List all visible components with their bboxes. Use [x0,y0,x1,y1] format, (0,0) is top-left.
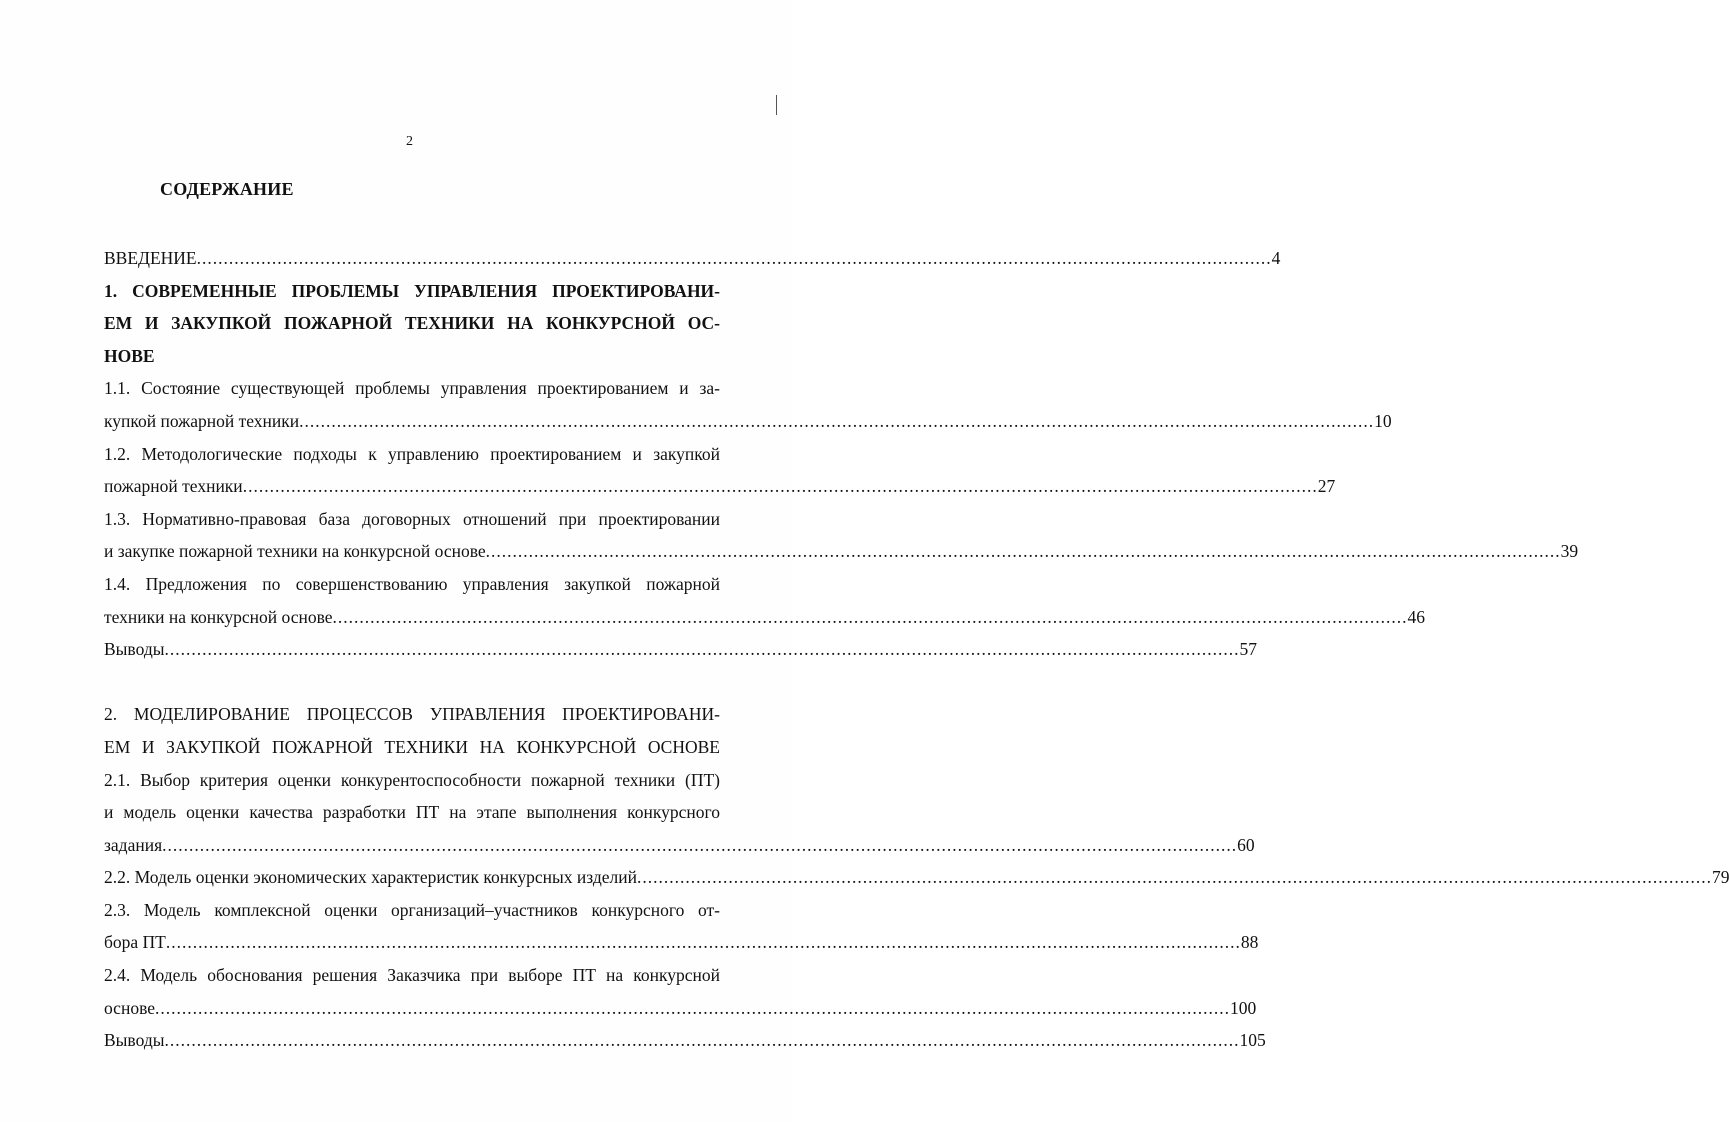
toc-entry-text: и закупке пожарной техники на конкурсной основе [104,541,486,562]
toc-leader-line [104,601,1426,634]
toc-entry-text: ВВЕДЕНИЕ [104,248,197,268]
page-number: 2 [406,134,413,149]
toc-entry-text: бора ПТ [104,932,166,953]
dot-leader: ........................................................................................................................................................................................................ [332,606,1408,627]
toc-leader-line [104,470,1336,503]
toc-entry [104,861,1729,894]
toc-entry [104,372,1392,437]
toc-entry-line: 1.3. Нормативно-правовая база договорных отношений при проектировании [104,508,720,529]
toc-entry-text: Выводы [104,639,165,660]
toc-entry-line: ЕМ И ЗАКУПКОЙ ПОЖАРНОЙ ТЕХНИКИ НА КОНКУРСНОЙ ОСНОВЕ [104,736,720,757]
scan-edge-mark [776,95,777,115]
toc-entry [104,764,1255,862]
toc-entry-line: 2.4. Модель обоснования решения Заказчика при выборе ПТ на конкурсной [104,965,720,986]
toc-entry-text: пожарной техники [104,476,243,497]
toc-entry [104,568,1426,633]
toc-page-number: 39 [1560,541,1579,562]
toc-leader-line [104,242,1281,275]
toc-page-number: 88 [1240,932,1259,953]
dot-leader: ........................................................................................................................................................................................................ [636,867,1712,888]
toc-entry [104,894,1259,959]
toc-leader-line [104,1024,1266,1057]
toc-entry-text: 2.2. Модель оценки экономических характеристик конкурсных изделий [104,867,637,888]
toc-leader-line [104,992,1257,1025]
toc-entry-text: задания [104,834,163,855]
dot-leader: ........................................................................................................................................................................................................ [164,1030,1240,1051]
toc-entry [104,275,720,373]
dot-leader: ........................................................................................................................................................................................................ [485,541,1561,562]
toc-page-number: 100 [1230,997,1257,1018]
toc-entry-text: техники на конкурсной основе [104,606,333,627]
toc-entry-line: 1.1. Состояние существующей проблемы управления проектированием и за- [104,378,720,399]
dot-leader: ........................................................................................................................................................................................................ [164,639,1240,660]
toc-page-number: 60 [1237,834,1255,855]
toc-entry-line: НОВЕ [104,345,155,366]
toc-page-number: 10 [1374,410,1392,431]
toc-entry-line: 1. СОВРЕМЕННЫЕ ПРОБЛЕМЫ УПРАВЛЕНИЯ ПРОЕКТИРОВАНИ- [104,280,720,301]
toc-leader-line [104,405,1392,438]
toc-entry-line: 2.1. Выбор критерия оценки конкурентоспособности пожарной техники (ПТ) [104,769,720,790]
section-spacer [104,666,720,699]
toc-entry [104,438,1336,503]
dot-leader: ........................................................................................................................................................................................................ [155,997,1230,1018]
dot-leader: ........................................................................................................................................................................................................ [165,932,1241,953]
toc-entry-line: ЕМ И ЗАКУПКОЙ ПОЖАРНОЙ ТЕХНИКИ НА КОНКУРСНОЙ ОС- [104,313,720,334]
toc-entry-line: и модель оценки качества разработки ПТ на этапе выполнения конкурсного [104,802,720,823]
page-title: СОДЕРЖАНИЕ [160,179,294,199]
toc-entry [104,242,1281,275]
dot-leader: ........................................................................................................................................................................................................ [299,410,1375,431]
toc-page-number: 105 [1239,1030,1266,1051]
toc-entry [104,633,1257,666]
toc-page-number: 27 [1317,476,1336,497]
toc-entry-text: купкой пожарной техники [104,410,300,431]
toc-entry-line: 1.4. Предложения по совершенствованию управления закупкой пожарной [104,573,720,594]
dot-leader: ........................................................................................................................................................................................................ [196,248,1272,268]
toc-entry [104,698,720,763]
table-of-contents [104,242,1729,1057]
toc-leader-line [104,926,1259,959]
toc-entry [104,503,1579,568]
dot-leader: ........................................................................................................................................................................................................ [242,476,1318,497]
toc-leader-line [104,829,1255,862]
dot-leader: ........................................................................................................................................................................................................ [162,834,1238,855]
toc-page-number: 46 [1407,606,1426,627]
toc-entry-line: 2.3. Модель комплексной оценки организаций–участников конкурсного от- [104,899,720,920]
toc-page-number: 79 [1711,867,1729,888]
toc-leader-line [104,861,1729,894]
toc-entry-text: основе [104,997,155,1018]
toc-entry-line: 1.2. Методологические подходы к управлению проектированием и закупкой [104,443,720,464]
toc-page-number: 57 [1239,639,1257,660]
toc-entry-line: 2. МОДЕЛИРОВАНИЕ ПРОЦЕССОВ УПРАВЛЕНИЯ ПРОЕКТИРОВАНИ- [104,704,720,725]
toc-leader-line [104,535,1579,568]
toc-page-number: 4 [1271,248,1281,268]
toc-entry [104,959,1257,1024]
toc-entry-text: Выводы [104,1030,165,1051]
toc-entry [104,1024,1266,1057]
toc-leader-line [104,633,1257,666]
